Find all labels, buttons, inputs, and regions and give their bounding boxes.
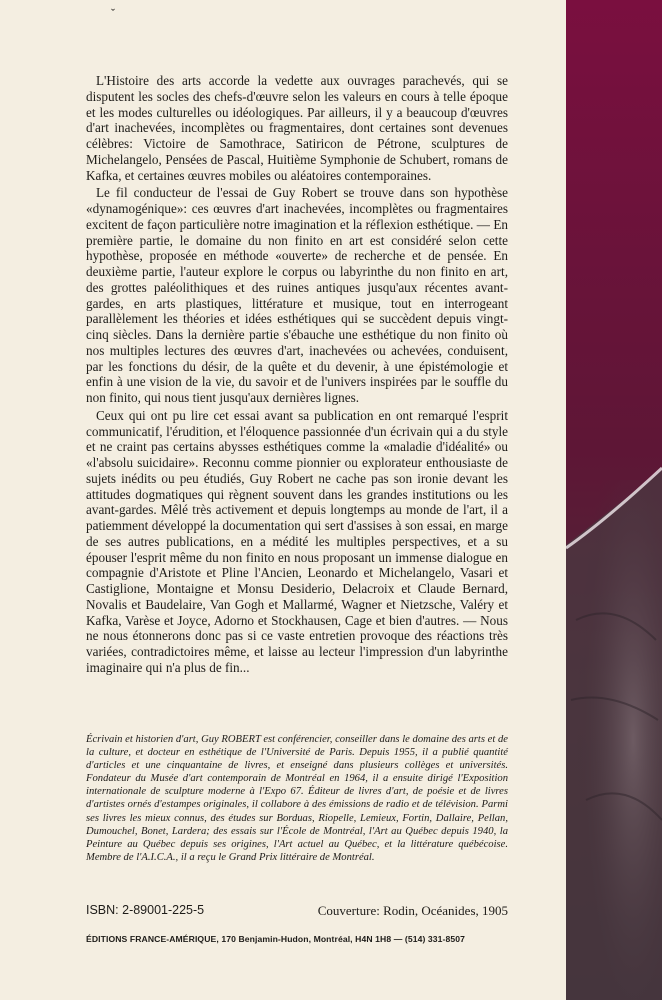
publisher-address: ÉDITIONS FRANCE-AMÉRIQUE, 170 Benjamin-Hudon, Montréal, H4N 1H8 — (514) 331-8507 <box>86 934 466 944</box>
cover-image-strip <box>566 0 662 1000</box>
description-text <box>86 73 508 678</box>
paragraph-reception: Ceux qui ont pu lire cet essai avant sa publication en ont remarqué l'esprit communicatif, l'érudition, et l'éloquence passionnée d'un écrivain qui a du style et ne craint pas certains abysses esthétiques comme la «maladie d'idéalité» ou «l'absolu suicidaire». Reconnu comme pionnier ou explorateur enthousiaste de sujets inédits ou peu étudiés, Guy Robert ne cache pas son ironie devant les attitudes dogmatiques qui règnent souvent dans les grandes institutions ou les avant-gardes. Mêlé très activement et depuis longtemps au monde de l'art, il a patiemment développé la documentation qui sert d'assises à son essai, en marge de ses autres publications, en a médité les multiples perspectives, et a su épouser l'esprit même du non finito en nous proposant un immense dialogue en compagnie d'Aristote et Pline l'Ancien, Leonardo et Michelangelo, Vasari et Castiglione, Montaigne et Monsu Desiderio, Delacroix et Claude Bernard, Novalis et Baudelaire, Van Gogh et Mallarmé, Wagner et Nietzsche, Valéry et Kafka, Varèse et Joyce, Adorno et Stockhausen, Cage et bien d'autres. — Nous ne nous étonnerons donc pas si ce vaste entretien provoque des réactions très variées, contradictoires même, et laisse au lecteur l'impression d'un labyrinthe imaginaire qui n'a plus de fin... <box>86 407 508 675</box>
cover-credit: Couverture: Rodin, Océanides, 1905 <box>317 903 508 918</box>
paragraph-intro: L'Histoire des arts accorde la vedette aux ouvrages parachevés, qui se disputent les socles des chefs-d'œuvre selon les valeurs en cours à telle époque et les modes culturelles ou idéologiques. Par ailleurs, il y a beaucoup d'œuvres d'art inachevées, incomplètes ou fragmentaires, dont certaines sont devenues célèbres: Victoire de Samothrace, Satiricon de Pétrone, sculptures de Michelangelo, Pensées de Pascal, Huitième Symphonie de Schubert, romans de Kafka, et certaines œuvres mobiles ou aléatoires contemporaines. <box>86 73 508 183</box>
sculpture-detail-image <box>566 0 662 1000</box>
author-bio-text: Écrivain et historien d'art, Guy ROBERT est conférencier, conseiller dans le domaine des arts et de la culture, et docteur en esthétique de l'Université de Paris. Depuis 1955, il a publié quantité d'articles et une cinquantaine de livres, et enseigné dans plusieurs collèges et universités. Fondateur du Musée d'art contemporain de Montréal en 1964, il a ensuite dirigé l'Exposition internationale de sculpture moderne à l'Expo 67. Éditeur de livres d'art, de poésie et de livres d'artistes ornés d'estampes originales, il collabore à des émissions de radio et de télévision. Parmi ses livres les mieux connus, des études sur Borduas, Riopelle, Lemieux, Fortin, Dallaire, Pellan, Dumouchel, Bonet, Lardera; des essais sur l'École de Montréal, l'Art au Québec depuis 1940, la Peinture au Québec depuis ses origines, l'Art actuel au Québec, et la littérature québécoise. Membre de l'A.I.C.A., il a reçu le Grand Prix littéraire de Montréal. <box>86 734 508 863</box>
author-bio <box>86 733 508 864</box>
print-mark: ˇ <box>111 6 115 20</box>
isbn-number: ISBN: 2-89001-225-5 <box>86 903 205 917</box>
paragraph-thesis: Le fil conducteur de l'essai de Guy Robert se trouve dans son hypothèse «dynamogénique»: ces œuvres d'art inachevées, incomplètes ou fragmentaires excitent de façon particulière notre imagination et la réflexion esthétique. — En première partie, le domaine du non finito en art est considéré selon cette hypothèse, proposée en méthode «ouverte» de recherche et de pensée. En deuxième partie, l'auteur explore le corpus ou labyrinthe du non finito en art, des grottes paléolithiques et des ruines antiques jusqu'aux récentes avant-gardes, en arts plastiques, littérature et musique, tout en interrogeant parallèlement les théories et idées esthétiques qui se succèdent depuis vingt-cinq siècles. Dans la dernière partie s'ébauche une esthétique du non finito où nos multiples lectures des œuvres d'art, inachevées ou achevées, conduisent, par les fonctions du désir, de la quête et du devenir, à une épistémologie et enfin à une vision de la vie, du savoir et de l'univers inspirées par le souffle du non finito, qui nous tient jusqu'aux dernières lignes. <box>86 185 508 405</box>
